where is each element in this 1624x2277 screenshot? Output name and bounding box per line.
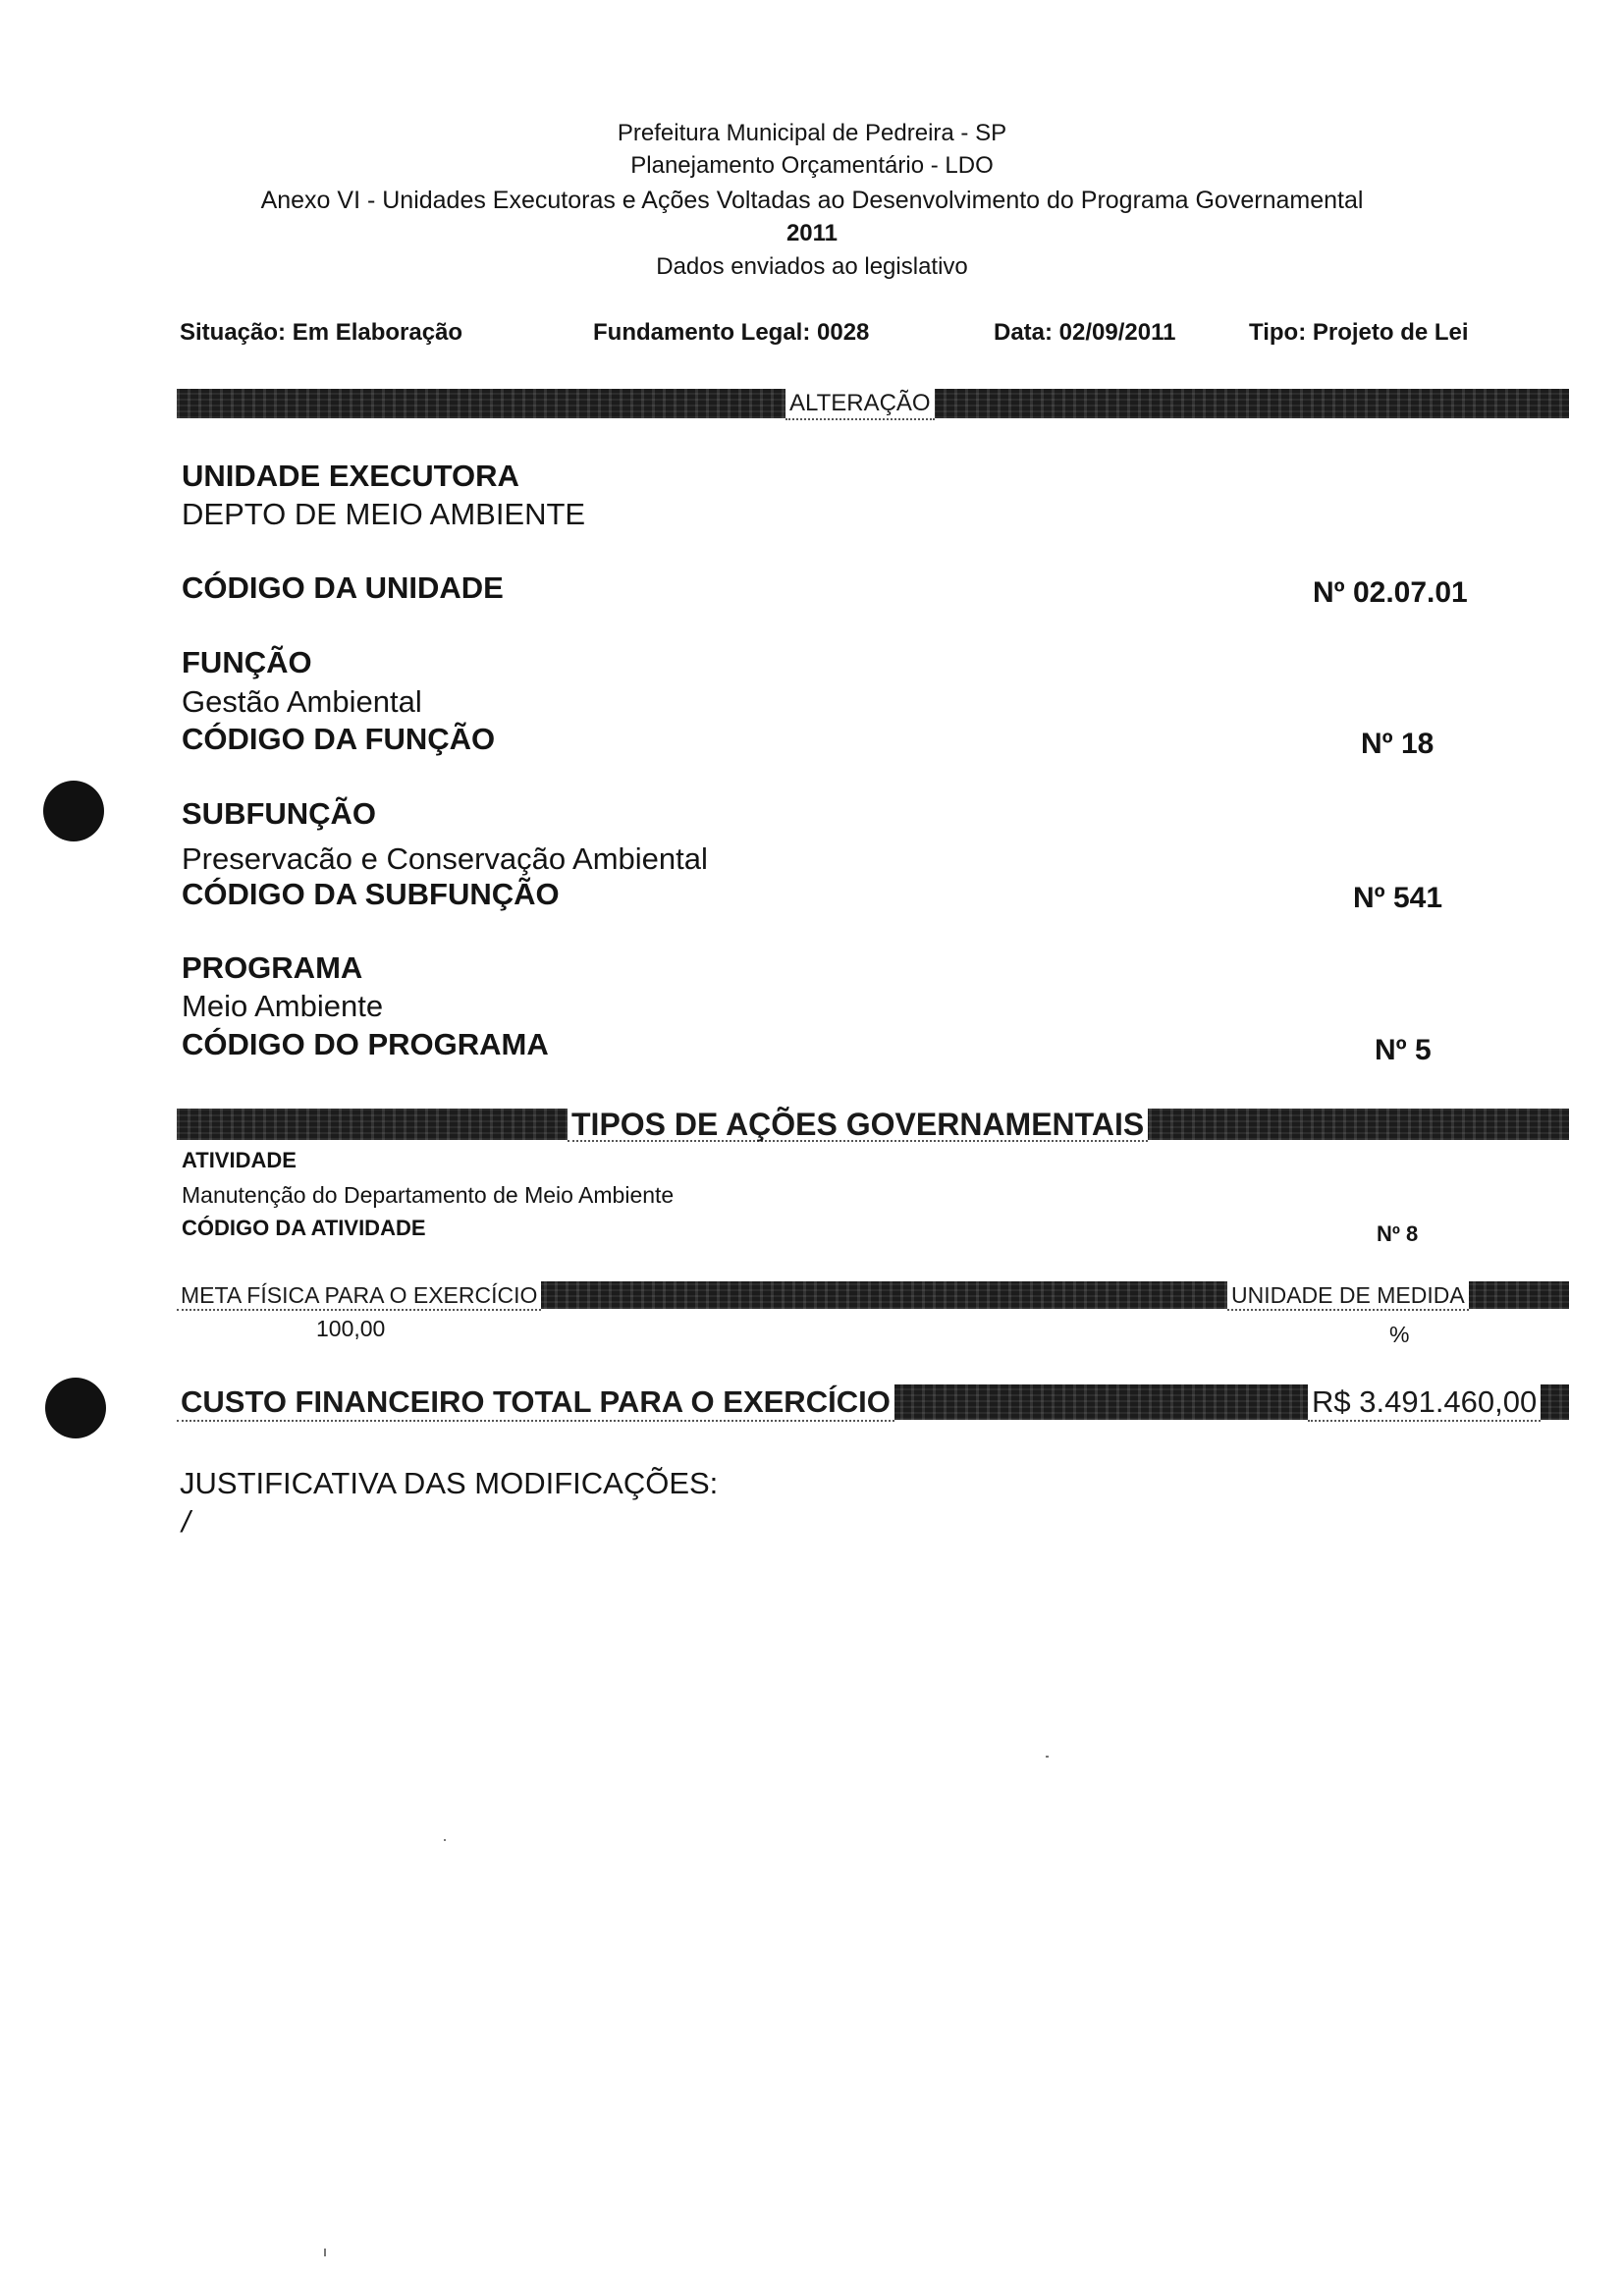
programa-value: Meio Ambiente: [182, 989, 384, 1023]
custo-value: R$ 3.491.460,00: [1308, 1384, 1541, 1422]
unidade-medida-value: %: [1389, 1322, 1410, 1347]
atividade-code-label: CÓDIGO DA ATIVIDADE: [182, 1216, 426, 1240]
funcao-code-label: CÓDIGO DA FUNÇÃO: [182, 722, 496, 756]
header-annex: Anexo VI - Unidades Executoras e Ações Voltadas ao Desenvolvimento do Programa Governamental: [260, 187, 1364, 214]
unidade-code: Nº 02.07.01: [1313, 576, 1468, 609]
programa-label: PROGRAMA: [182, 950, 363, 985]
subfuncao-label: SUBFUNÇÃO: [182, 796, 377, 831]
funcao-label: FUNÇÃO: [182, 645, 312, 679]
funcao-code: Nº 18: [1361, 728, 1435, 760]
hole-punch-mark-bottom: [45, 1378, 106, 1438]
meta-situacao: Situação: Em Elaboração: [180, 319, 463, 346]
header-municipality: Prefeitura Municipal de Pedreira - SP: [617, 120, 1007, 146]
atividade-value: Manutenção do Departamento de Meio Ambiente: [182, 1182, 675, 1208]
header-year: 2011: [785, 220, 839, 246]
justificativa-value: /: [182, 1504, 190, 1539]
programa-code-label: CÓDIGO DO PROGRAMA: [182, 1027, 549, 1061]
justificativa-label: JUSTIFICATIVA DAS MODIFICAÇÕES:: [180, 1466, 719, 1500]
hole-punch-mark-top: [43, 781, 104, 841]
meta-fisica-value: 100,00: [316, 1316, 386, 1341]
scan-speck: [1046, 1756, 1049, 1758]
unidade-label: UNIDADE EXECUTORA: [182, 459, 519, 493]
header-planning: Planejamento Orçamentário - LDO: [630, 152, 994, 179]
unidade-medida-label: UNIDADE DE MEDIDA: [1227, 1281, 1469, 1311]
meta-fundamento: Fundamento Legal: 0028: [593, 319, 870, 346]
tipos-bar-label: TIPOS DE AÇÕES GOVERNAMENTAIS: [568, 1109, 1148, 1142]
subfuncao-value: Preservacão e Conservação Ambiental: [182, 841, 708, 876]
meta-data: Data: 02/09/2011: [994, 319, 1176, 346]
scan-speck: [324, 2249, 326, 2256]
funcao-value: Gestão Ambiental: [182, 684, 422, 719]
alteracao-bar-label: ALTERAÇÃO: [785, 389, 935, 420]
scan-speck: [444, 1839, 446, 1841]
atividade-label: ATIVIDADE: [182, 1148, 297, 1172]
subfuncao-code: Nº 541: [1353, 882, 1443, 914]
subfuncao-code-label: CÓDIGO DA SUBFUNÇÃO: [182, 877, 560, 911]
programa-code: Nº 5: [1375, 1034, 1432, 1066]
unidade-code-label: CÓDIGO DA UNIDADE: [182, 570, 504, 605]
unidade-value: DEPTO DE MEIO AMBIENTE: [182, 497, 586, 531]
header-status-note: Dados enviados ao legislativo: [656, 253, 968, 280]
custo-label: CUSTO FINANCEIRO TOTAL PARA O EXERCÍCIO: [177, 1384, 894, 1422]
atividade-code: Nº 8: [1377, 1221, 1419, 1246]
meta-tipo: Tipo: Projeto de Lei: [1249, 319, 1469, 346]
meta-fisica-label: META FÍSICA PARA O EXERCÍCIO: [177, 1281, 541, 1311]
